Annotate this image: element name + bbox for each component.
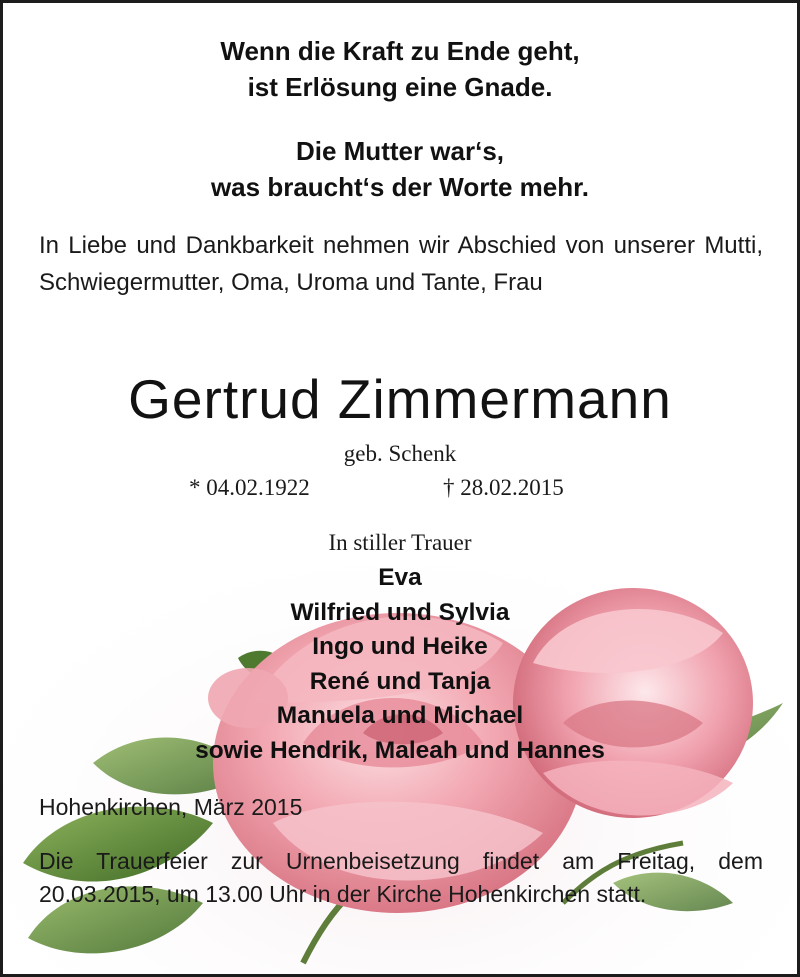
motto-verse-1 xyxy=(3,33,797,105)
death-date: † 28.02.2015 xyxy=(443,475,564,500)
mourning-intro: In stiller Trauer xyxy=(328,530,472,555)
mourner-entry: Wilfried und Sylvia xyxy=(290,598,510,626)
motto-verse-2 xyxy=(3,133,797,205)
funeral-notice: Die Trauerfeier zur Urnenbeisetzung findet am Freitag, dem 20.03.2015, um 13.00 Uhr in der Kirche Hohenkirchen statt. xyxy=(39,848,763,907)
intro-text: In Liebe und Dankbarkeit nehmen wir Abschied von unserer Mutti, Schwiegermutter, Oma, Uroma und Tante, Frau xyxy=(39,232,763,296)
mourner-entry: Ingo und Heike xyxy=(312,633,488,660)
place-and-date: Hohenkirchen, März 2015 xyxy=(39,794,303,820)
mourner-entry: René und Tanja xyxy=(309,667,491,695)
motto-line: Wenn die Kraft zu Ende geht, xyxy=(220,36,580,66)
birth-date: * 04.02.1922 xyxy=(189,475,310,500)
birth-name: geb. Schenk xyxy=(343,441,457,466)
motto-line: ist Erlösung eine Gnade. xyxy=(247,72,553,102)
mourner-entry: sowie Hendrik, Maleah und Hannes xyxy=(195,736,605,764)
life-dates xyxy=(3,473,797,505)
motto-line: was braucht‘s der Worte mehr. xyxy=(210,172,590,202)
mourners-list xyxy=(3,561,797,768)
deceased-name: Gertrud Zimmermann xyxy=(128,368,672,430)
mourner-entry: Manuela und Michael xyxy=(276,702,524,729)
mourner-entry: Eva xyxy=(378,564,422,591)
motto-line: Die Mutter war‘s, xyxy=(295,136,505,166)
